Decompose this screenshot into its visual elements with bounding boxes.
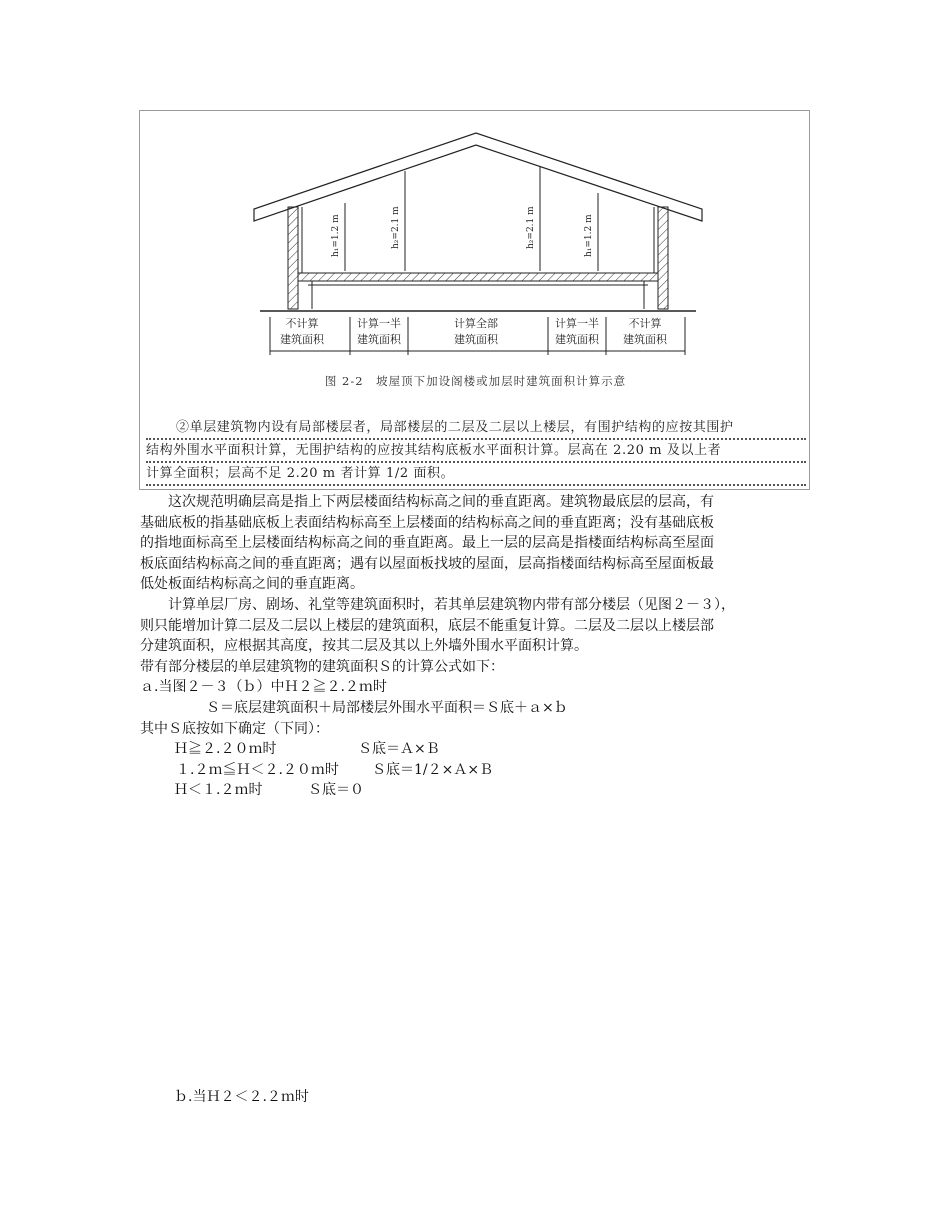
s-base-intro: 其中Ｓ底按如下确定（下同）： [140, 720, 329, 737]
formula-s: Ｓ＝底层建筑面积＋局部楼层外围水平面积＝Ｓ底＋ａ×ｂ [206, 699, 568, 716]
height-label-1: h₁=1.2 m [331, 214, 341, 257]
rule-1-condition: Ｈ≧２.２０ｍ时 [174, 741, 277, 758]
rule-2-condition: １.２ｍ≦Ｈ＜２.２０ｍ时 [176, 761, 339, 778]
height-label-4: h₁=1.2 m [584, 214, 594, 257]
zone-label-2a: 计算一半 [357, 317, 401, 330]
rule-2 [140, 760, 812, 781]
case-a-heading: ａ.当图２－３（ｂ）中Ｈ２≧２.２ｍ时 [140, 679, 387, 696]
right-wall [658, 207, 668, 309]
zone-label-3b: 建筑面积 [454, 333, 498, 346]
rule-1 [140, 739, 812, 760]
rule-2-value: Ｓ底＝1/２×Ａ×Ｂ [372, 761, 494, 778]
zone-label-1b: 建筑面积 [280, 333, 324, 346]
para2-line-2: 则只能增加计算二层及二层以上楼层的建筑面积，底层不能重复计算。二层及二层以上楼层部 [140, 617, 714, 634]
quote-line-1: ②单层建筑物内设有局部楼层者，局部楼层的二层及二层以上楼层，有围护结构的应按其围护 [146, 417, 806, 440]
para1-line-2: 基础底板的指基础底板上表面结构标高至上层楼面的结构标高之间的垂直距离；没有基础底板 [140, 514, 714, 531]
formula-section [140, 657, 812, 801]
para2-line-3: 分建筑面积，应根据其高度，按其二层及其以上外墙外围水平面积计算。 [140, 638, 588, 655]
quote-line-2: 结构外围水平面积计算，无围护结构的应按其结构底板水平面积计算。层高在 2.20 m 及以上者 [146, 440, 806, 463]
para1-line-5: 低处板面结构标高之间的垂直距离。 [140, 576, 364, 593]
rule-3-condition: Ｈ＜１.２ｍ时 [174, 782, 263, 799]
height-label-2: h₂=2.1 m [391, 206, 401, 249]
para1-line-4: 板底面结构标高之间的垂直距离；遇有以屋面板找坡的屋面，层高指楼面结构标高至屋面板最 [140, 555, 714, 572]
roof-section-diagram [140, 111, 810, 373]
zone-label-5a: 不计算 [628, 317, 662, 330]
paragraph-floor-height [140, 492, 812, 595]
zone-label-3a: 计算全部 [454, 317, 498, 330]
rule-3 [140, 780, 812, 801]
left-wall [288, 207, 298, 309]
rule-3-value: Ｓ底＝０ [308, 782, 364, 799]
document-body [140, 492, 812, 801]
para2-line-1: 计算单层厂房、剧场、礼堂等建筑面积时，若其单层建筑物内带有部分楼层（见图２－３）， [168, 596, 735, 613]
zone-label-4a: 计算一半 [555, 317, 599, 330]
figure-caption: 图 2-2 坡屋顶下加设阁楼或加层时建筑面积计算示意 [324, 374, 627, 388]
height-label-3: h₂=2.1 m [526, 206, 536, 249]
rule-1-value: Ｓ底＝Ａ×Ｂ [358, 741, 440, 758]
zone-label-1a: 不计算 [285, 317, 319, 330]
zone-label-4b: 建筑面积 [555, 333, 599, 346]
quoted-clause [146, 417, 806, 486]
zone-label-5b: 建筑面积 [623, 333, 667, 346]
case-b-heading: ｂ.当Ｈ２＜２.２ｍ时 [174, 1089, 309, 1105]
quote-line-3: 计算全面积；层高不足 2.20 m 者计算 1/2 面积。 [146, 463, 806, 486]
figure-2-2 [139, 110, 810, 490]
zone-label-2b: 建筑面积 [357, 333, 401, 346]
formula-intro: 带有部分楼层的单层建筑物的建筑面积Ｓ的计算公式如下： [140, 658, 504, 675]
para1-line-1: 这次规范明确层高是指上下两层楼面结构标高之间的垂直距离。建筑物最底层的层高，有 [168, 494, 714, 510]
para1-line-3: 的指地面标高至上层楼面结构标高之间的垂直距离。最上一层的层高是指楼面结构标高至屋面 [140, 535, 714, 552]
floor-slab [298, 273, 658, 281]
paragraph-single-storey [140, 595, 812, 657]
roof-slab [254, 133, 702, 221]
